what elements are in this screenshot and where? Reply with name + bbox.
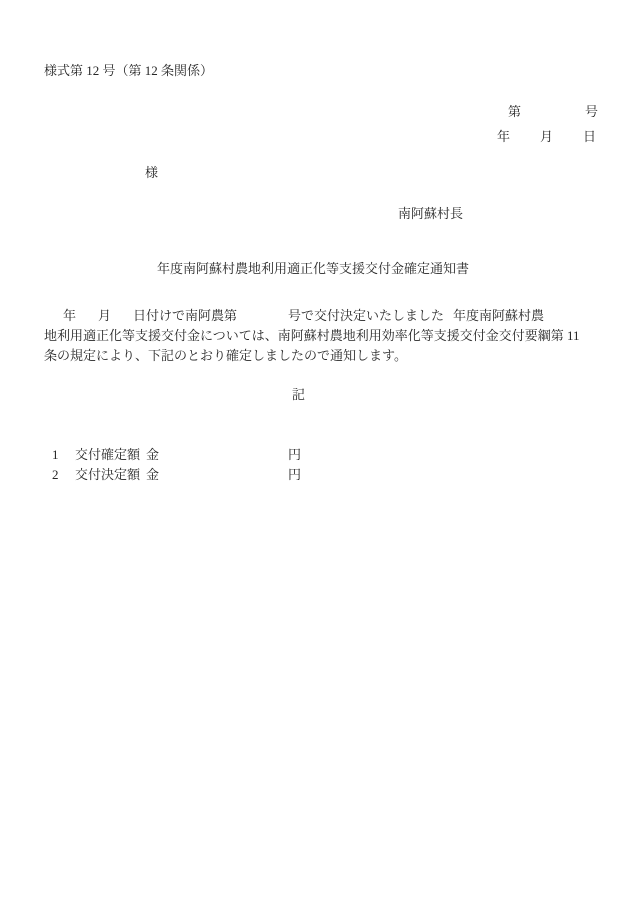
record-marker: 記 [292, 387, 306, 402]
item-label: 交付決定額 [75, 467, 141, 482]
body-line1-year-label: 年 [63, 308, 77, 323]
doc-number-prefix: 第 [508, 104, 522, 119]
sender-title: 南阿蘇村長 [398, 206, 464, 221]
item-number: 1 [52, 447, 59, 462]
body-line1-month-label: 月 [98, 308, 112, 323]
amount-prefix: 金 [146, 467, 160, 482]
amount-suffix: 円 [288, 447, 302, 462]
date-day-label: 日 [583, 129, 597, 144]
amount-prefix: 金 [146, 447, 160, 462]
date-year-label: 年 [497, 129, 511, 144]
body-line1-date-clause: 日付けで南阿農第 [133, 308, 238, 323]
item-number: 2 [52, 467, 59, 482]
item-row-decided-amount [0, 467, 630, 485]
doc-number-suffix: 号 [585, 104, 599, 119]
body-line1-number-clause: 号で交付決定いたしました [288, 308, 445, 323]
amount-suffix: 円 [288, 467, 302, 482]
body-line3: 条の規定により、下記のとおり確定しましたので通知します。 [44, 348, 407, 363]
item-row-determined-amount [0, 447, 630, 465]
form-number-label: 様式第 12 号（第 12 条関係） [44, 63, 214, 78]
document-title: 年度南阿蘇村農地利用適正化等支援交付金確定通知書 [157, 261, 470, 276]
item-label: 交付確定額 [75, 447, 141, 462]
date-month-label: 月 [540, 129, 554, 144]
body-line2: 地利用適正化等支援交付金については、南阿蘇村農地利用効率化等支援交付金交付要綱第 11 [44, 328, 580, 343]
body-line1-fiscal-clause: 年度南阿蘇村農 [453, 308, 545, 323]
addressee-honorific: 様 [145, 165, 159, 180]
